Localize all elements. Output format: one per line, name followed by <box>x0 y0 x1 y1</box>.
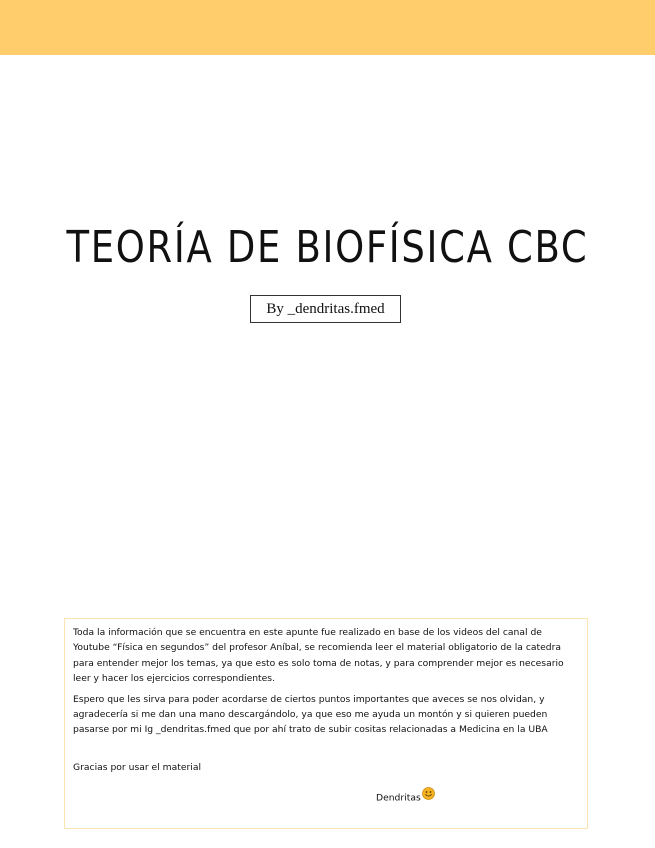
note-thanks: Gracias por usar el material <box>73 761 202 773</box>
smiley-face-icon <box>422 787 435 806</box>
signature-name: Dendritas <box>376 792 421 804</box>
note-box <box>64 618 588 829</box>
author-byline: By _dendritas.fmed <box>250 295 401 323</box>
top-color-band <box>0 0 655 55</box>
note-paragraph-request: Espero que les sirva para poder acordarse de ciertos puntos importantes que aveces se nos olvidan, y agradecería si me dan una mano descargándolo, ya que eso me ayuda un montón y si quieren pueden pasarse por mi Ig _dendritas.fmed que por ahí trato de subir cositas relacionadas a Medicina en la UBA <box>73 693 548 736</box>
document-title: TEORÍA DE BIOFÍSICA CBC <box>66 222 589 273</box>
signature <box>376 790 435 807</box>
note-paragraph-intro: Toda la información que se encuentra en este apunte fue realizado en base de los videos del canal de Youtube “Física en segundos” del profesor Aníbal, se recomienda leer el material obligatorio de la catedra para entender mejor los temas, ya que esto es solo toma de notas, y para comprender mejor es necesario leer y hacer los ejercicios correspondientes. <box>73 627 564 685</box>
